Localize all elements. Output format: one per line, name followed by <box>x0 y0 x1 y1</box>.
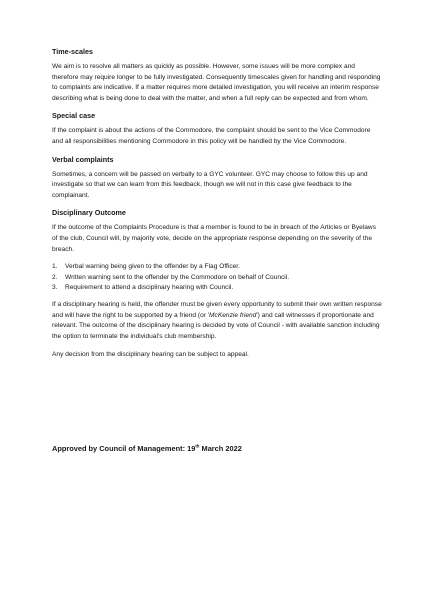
heading-time-scales: Time-scales <box>52 47 94 56</box>
section-time-scales <box>52 47 382 104</box>
paragraph-special-case: If the complaint is about the actions of the Commodore, the complaint should be sent to the Vice Commodore and all responsibilities mentioning Commodore in this policy will be handled by the Vice Commodore. <box>52 127 371 145</box>
document-page <box>52 47 382 368</box>
approval-date-rest: March 2022 <box>199 444 242 453</box>
list-item-text: Requirement to attend a disciplinary hearing with Council. <box>65 284 234 292</box>
approval-line <box>52 444 242 454</box>
hearing-text-part2: ') and call witnesses if proportionate and relevant. The outcome of the disciplinary hearing is decided by vote of Council - with available sanction including the option to terminate the individual's club membership. <box>52 311 380 340</box>
list-item-text: Written warning sent to the offender by the Commodore on behalf of Council. <box>65 273 290 281</box>
paragraph-disciplinary-intro: If the outcome of the Complaints Procedure is that a member is found to be in breach of the Articles or Byelaws of the club, Council will, by majority vote, decide on the appropriate response depending on the severity of the breach. <box>52 224 376 253</box>
section-special-case <box>52 111 382 147</box>
paragraph-verbal-complaints: Sometimes, a concern will be passed on verbally to a GYC volunteer. GYC may choose to follow this up and investigate so that we can learn from this feedback, though we will not in this case give feedback to the complainant. <box>52 170 368 199</box>
list-item-number: 1. <box>52 263 58 271</box>
list-item <box>52 262 382 273</box>
hearing-text-part1: If a disciplinary hearing is held, the offender must be given every opportunity to submit their own written response and will have the right to be supported by a friend (or ' <box>52 300 382 319</box>
disciplinary-list <box>52 262 382 294</box>
list-item-number: 2. <box>52 273 58 281</box>
heading-special-case: Special case <box>52 111 96 121</box>
paragraph-disciplinary-hearing <box>52 300 382 342</box>
heading-verbal-complaints: Verbal complaints <box>52 154 114 164</box>
approval-ordinal-suffix: th <box>195 443 200 449</box>
paragraph-time-scales: We aim is to resolve all matters as quickly as possible. However, some issues will be more complex and therefore may require longer to be fully investigated. Consequently timescales given for handling and responding to complaints are indicative. If a matter requires more detailed investigation, you will receive an interim response describing what is being done to deal with the matter, and when a full reply can be expected and from whom. <box>52 63 381 102</box>
paragraph-appeal: Any decision from the disciplinary hearing can be subject to appeal. <box>52 351 249 359</box>
section-verbal-complaints <box>52 155 382 202</box>
list-item <box>52 273 382 284</box>
approval-prefix: Approved by Council of Management: 19 <box>52 444 196 453</box>
list-item-number: 3. <box>52 284 58 292</box>
heading-disciplinary-outcome: Disciplinary Outcome <box>52 208 126 218</box>
mckenzie-friend-term: McKenzie friend <box>209 311 257 319</box>
list-item <box>52 283 382 294</box>
list-item-text: Verbal warning being given to the offender by a Flag Officer. <box>65 263 240 271</box>
section-disciplinary-outcome <box>52 208 382 361</box>
